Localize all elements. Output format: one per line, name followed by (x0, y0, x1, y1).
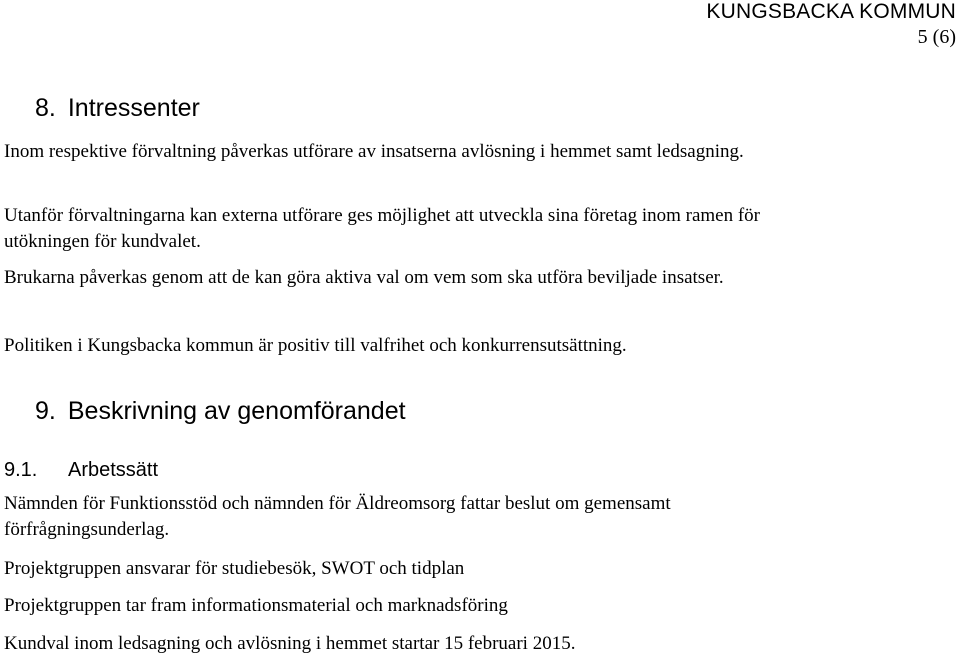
section-9-heading (35, 397, 406, 426)
paragraph: Utanför förvaltningarna kan externa utförare ges möjlighet att utveckla sina företag inom ramen för utökningen för kundvalet. (4, 205, 761, 252)
paragraph: Kundval inom ledsagning och avlösning i hemmet startar 15 februari 2015. (4, 633, 576, 654)
section-title: Beskrivning av genomförandet (67, 397, 406, 425)
paragraph: Brukarna påverkas genom att de kan göra aktiva val om vem som ska utföra beviljade insatser. (4, 267, 724, 288)
subsection-title: Arbetssätt (68, 459, 159, 481)
page-number: 5 (6) (917, 26, 956, 48)
section-8-heading (35, 94, 200, 123)
organization-name: KUNGSBACKA KOMMUN (706, 0, 956, 23)
paragraph: Politiken i Kungsbacka kommun är positiv till valfrihet och konkurrensutsättning. (4, 335, 627, 356)
subsection-number: 9.1. (4, 459, 38, 481)
paragraph: Projektgruppen tar fram informationsmaterial och marknadsföring (4, 595, 508, 616)
subsection-9-1-heading (4, 459, 158, 482)
paragraph: Inom respektive förvaltning påverkas utförare av insatserna avlösning i hemmet samt ledsagning. (4, 141, 744, 162)
section-number: 8. (35, 94, 56, 122)
paragraph: Nämnden för Funktionsstöd och nämnden för Äldreomsorg fattar beslut om gemensamt förfrågningsunderlag. (4, 493, 671, 540)
paragraph: Projektgruppen ansvarar för studiebesök, SWOT och tidplan (4, 558, 465, 579)
section-number: 9. (35, 397, 56, 425)
section-title: Intressenter (67, 94, 200, 122)
